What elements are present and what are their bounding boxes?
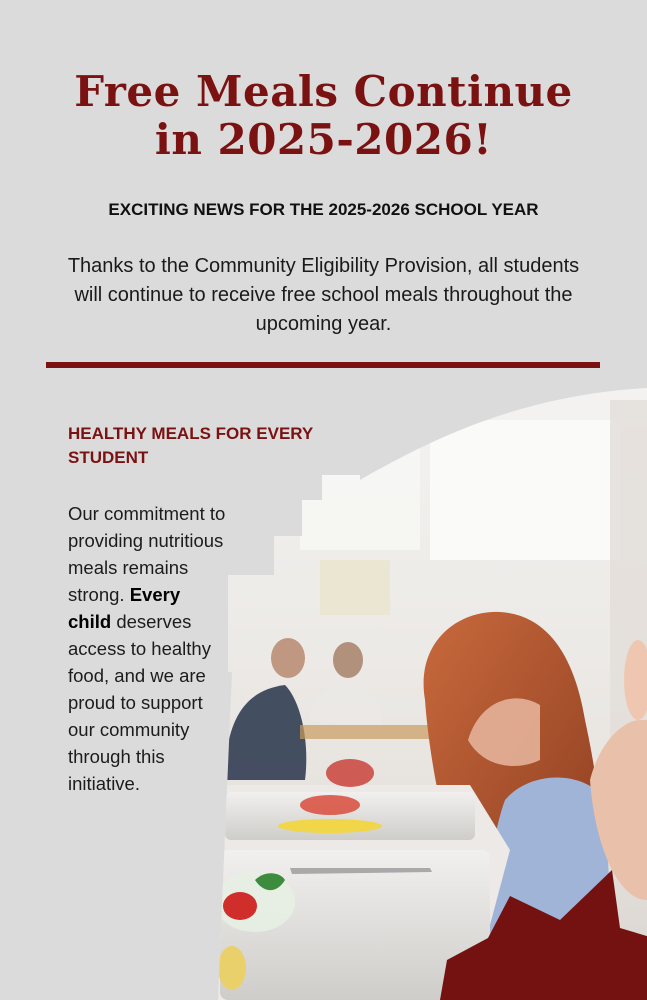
title-line-2: in 2025-2026! [154, 115, 493, 164]
photo-child-head [271, 638, 305, 678]
photo-banana [278, 819, 382, 833]
photo-window [430, 420, 620, 560]
section-body [68, 500, 228, 797]
photo-tomato [223, 892, 257, 920]
title-line-1: Free Meals Continue [74, 67, 573, 116]
photo-window-pane [320, 560, 390, 615]
photo-salad [300, 795, 360, 815]
section-heading: HEALTHY MEALS FOR EVERY STUDENT [68, 424, 313, 467]
photo-pear [218, 946, 246, 990]
subheading: EXCITING NEWS FOR THE 2025-2026 SCHOOL YEAR [108, 200, 539, 219]
intro-paragraph: Thanks to the Community Eligibility Provision, all students will continue to receive free school meals throughout the upcoming year. [67, 255, 580, 335]
body-text-start: Our commitment to providing nutritious meals remains strong. [68, 503, 226, 605]
body-text-end: deserves access to healthy food, and we are proud to support our community through this initiative. [68, 611, 211, 794]
photo-child-head-2 [333, 642, 363, 678]
body-text-bold: Every child [68, 584, 181, 632]
photo-back-table [300, 725, 440, 739]
photo-apple [326, 759, 374, 787]
